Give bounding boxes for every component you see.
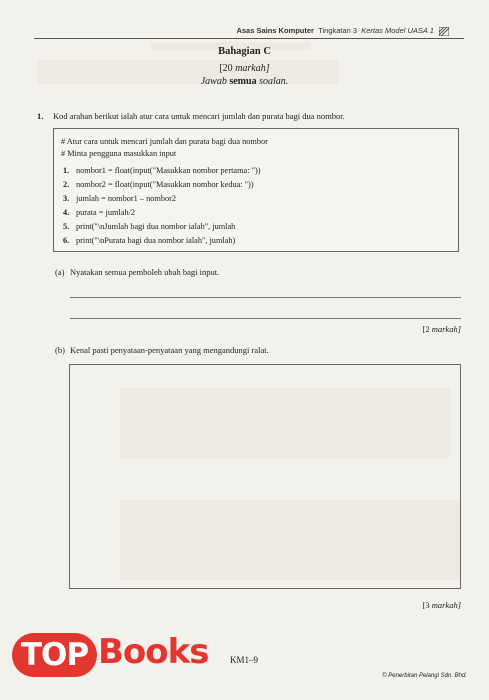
code-line-text: nombor1 = float(input("Masukkan nombor pertama: ")) <box>76 166 261 175</box>
page-number: KM1–9 <box>230 655 259 665</box>
code-line-number: 6. <box>63 236 70 245</box>
code-line <box>63 208 135 217</box>
code-line <box>63 236 235 245</box>
section-title: Bahagian C <box>218 46 271 57</box>
topbooks-logo <box>6 628 209 686</box>
instruction-part-a: Jawab <box>200 76 227 87</box>
question-number: 1. <box>37 111 44 121</box>
header-form: Tingkatan 3 <box>318 26 358 35</box>
section-instruction <box>0 76 489 87</box>
code-line <box>63 194 176 203</box>
code-line-text: nombor2 = float(input("Masukkan nombor kedua: ")) <box>76 180 254 189</box>
stripes-icon <box>439 27 449 36</box>
code-line-number: 1. <box>63 166 70 175</box>
part-b-label: (b) <box>55 345 65 355</box>
instruction-part-b: semua <box>229 76 257 87</box>
part-a-marks-number: [2 <box>422 324 430 334</box>
logo-badge-text: TOP <box>20 637 89 673</box>
section-marks-number: [20 <box>219 63 233 74</box>
code-line <box>63 180 254 189</box>
code-line <box>63 166 261 175</box>
code-line-number: 3. <box>63 194 70 203</box>
part-b-marks-word: markah] <box>431 600 461 610</box>
code-comment: # Atur cara untuk mencari jumlah dan purata bagi dua nombor <box>61 137 268 146</box>
code-line-text: jumlah = nombor1 – nombor2 <box>76 194 177 203</box>
code-line-number: 2. <box>63 180 70 189</box>
code-line-text: print("\nJumlah bagi dua nombor ialah", jumlah <box>76 222 236 231</box>
code-box <box>53 128 459 252</box>
running-header <box>236 26 449 36</box>
header-paper: Kertas Model UASA 1 <box>361 26 434 35</box>
logo-badge <box>12 633 97 677</box>
code-line-text: purata = jumlah/2 <box>76 208 136 217</box>
code-line-number: 4. <box>63 208 70 217</box>
part-a-marks <box>423 324 462 334</box>
header-subject: Asas Sains Komputer <box>236 26 314 35</box>
part-b-marks <box>423 600 462 610</box>
section-marks-word: markah] <box>235 63 270 74</box>
answer-line-a1[interactable] <box>70 297 461 298</box>
answer-box-b[interactable] <box>69 364 461 589</box>
part-b-marks-number: [3 <box>422 600 430 610</box>
part-a-text: Nyatakan semua pemboleh ubah bagi input. <box>70 267 220 277</box>
part-a-marks-word: markah] <box>431 324 461 334</box>
logo-word: Books <box>98 632 209 672</box>
header-rule <box>34 38 464 39</box>
answer-line-a2[interactable] <box>70 318 461 319</box>
section-marks <box>0 63 489 74</box>
instruction-part-c: soalan. <box>259 76 289 87</box>
code-line-number: 5. <box>63 222 70 231</box>
code-comment: # Minta pengguna masukkan input <box>61 149 177 158</box>
part-a-label: (a) <box>55 267 65 277</box>
code-line-text: print("\nPurata bagi dua nombor ialah", jumlah) <box>76 236 236 245</box>
copyright: © Penerbitan Pelangi Sdn. Bhd. <box>382 673 467 679</box>
question-text: Kod arahan berikut ialah atur cara untuk mencari jumlah dan purata bagi dua nombor. <box>53 111 345 121</box>
code-line <box>63 222 235 231</box>
part-b-text: Kenal pasti penyataan-penyataan yang mengandungi ralat. <box>70 345 269 355</box>
